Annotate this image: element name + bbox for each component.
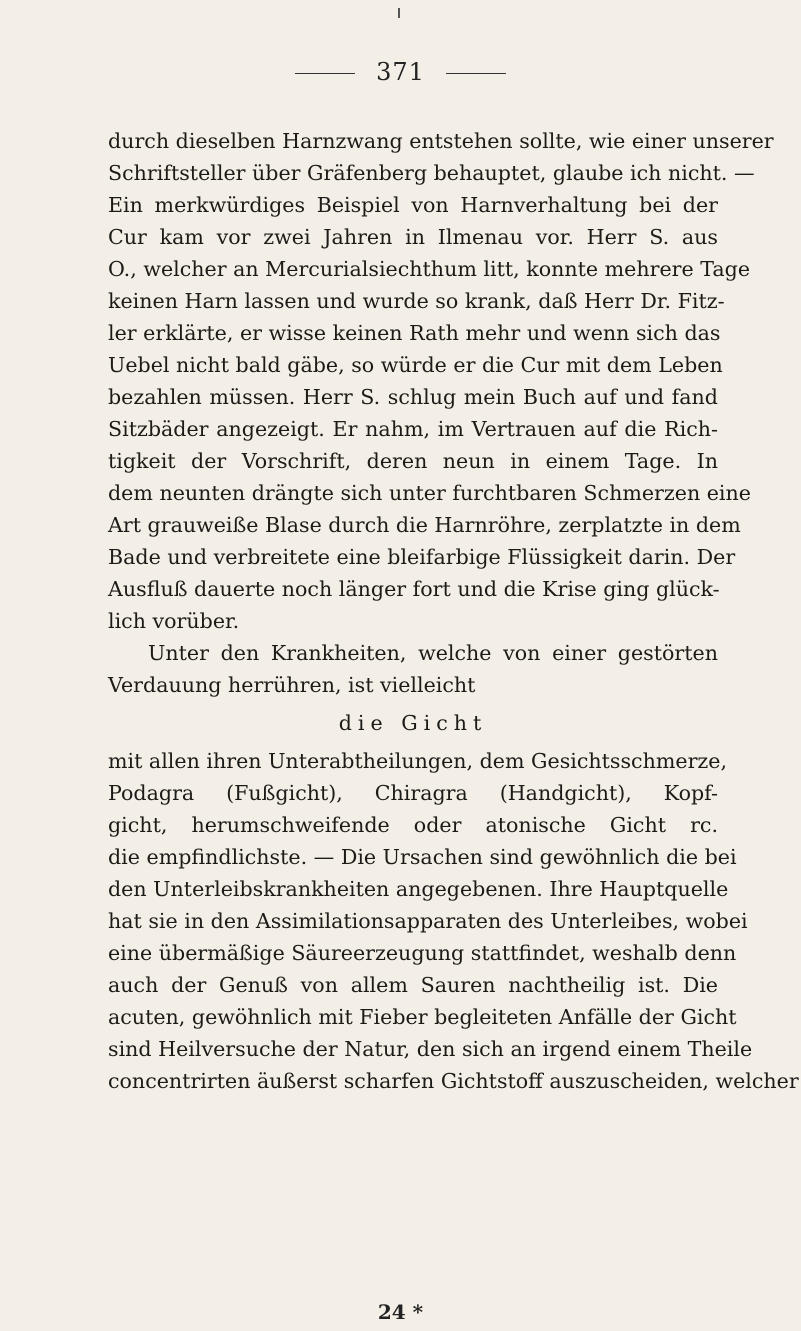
text-line: Cur kam vor zwei Jahren in Ilmenau vor. Herr S. aus [108, 225, 718, 249]
page-number: 371 [376, 58, 425, 86]
text-line: lich vorüber. [108, 609, 240, 633]
text-line: bezahlen müssen. Herr S. schlug mein Buch auf und fand [108, 385, 718, 409]
page-top-mark [398, 8, 400, 18]
text-line: Ausfluß dauerte noch länger fort und die Krise ging glück- [108, 577, 720, 601]
text-line: acuten, gewöhnlich mit Fieber begleiteten Anfälle der Gicht [108, 1005, 737, 1029]
text-line: Bade und verbreitete eine bleifarbige Flüssigkeit darin. Der [108, 545, 736, 569]
signature-mark: 24 * [377, 1300, 424, 1324]
text-line: auch der Genuß von allem Sauren nachtheilig ist. Die [108, 973, 718, 997]
text-line: Ein merkwürdiges Beispiel von Harnverhaltung bei der [108, 193, 718, 217]
text-line: Schriftsteller über Gräfenberg behauptet, glaube ich nicht. — [108, 161, 755, 185]
text-line: tigkeit der Vorschrift, deren neun in einem Tage. In [108, 449, 718, 473]
body-text [108, 125, 799, 1097]
section-heading: die Gicht [338, 711, 488, 735]
text-line: Sitzbäder angezeigt. Er nahm, im Vertrauen auf die Rich- [108, 417, 718, 441]
text-line: Verdauung herrühren, ist vielleicht [108, 673, 476, 697]
header-rule-left [295, 73, 355, 74]
text-line: hat sie in den Assimilationsapparaten des Unterleibes, wobei [108, 909, 748, 933]
text-line: mit allen ihren Unterabtheilungen, dem Gesichtsschmerze, [108, 749, 727, 773]
text-line: dem neunten drängte sich unter furchtbaren Schmerzen eine [108, 481, 751, 505]
text-line: eine übermäßige Säureerzeugung stattfindet, weshalb denn [108, 941, 737, 965]
page-header [0, 58, 801, 86]
text-line: Podagra (Fußgicht), Chiragra (Handgicht), Kopf- [108, 781, 718, 805]
text-line: Art grauweiße Blase durch die Harnröhre, zerplatzte in dem [108, 513, 741, 537]
text-line: concentrirten äußerst scharfen Gichtstoff auszuscheiden, welcher [108, 1069, 799, 1093]
text-line: die empfindlichste. — Die Ursachen sind gewöhnlich die bei [108, 845, 737, 869]
text-line: durch dieselben Harnzwang entstehen sollte, wie einer unserer [108, 129, 774, 153]
text-line: gicht, herumschweifende oder atonische Gicht rc. [108, 813, 718, 837]
text-line: sind Heilversuche der Natur, den sich an irgend einem Theile [108, 1037, 753, 1061]
text-line: den Unterleibskrankheiten angegebenen. Ihre Hauptquelle [108, 877, 729, 901]
text-line: ler erklärte, er wisse keinen Rath mehr und wenn sich das [108, 321, 721, 345]
text-line: O., welcher an Mercurialsiechthum litt, konnte mehrere Tage [108, 257, 751, 281]
paragraph-start: Unter den Krankheiten, welche von einer gestörten [148, 641, 718, 665]
header-rule-right [446, 73, 506, 74]
text-line: Uebel nicht bald gäbe, so würde er die Cur mit dem Leben [108, 353, 723, 377]
text-line: keinen Harn lassen und wurde so krank, daß Herr Dr. Fitz- [108, 289, 725, 313]
